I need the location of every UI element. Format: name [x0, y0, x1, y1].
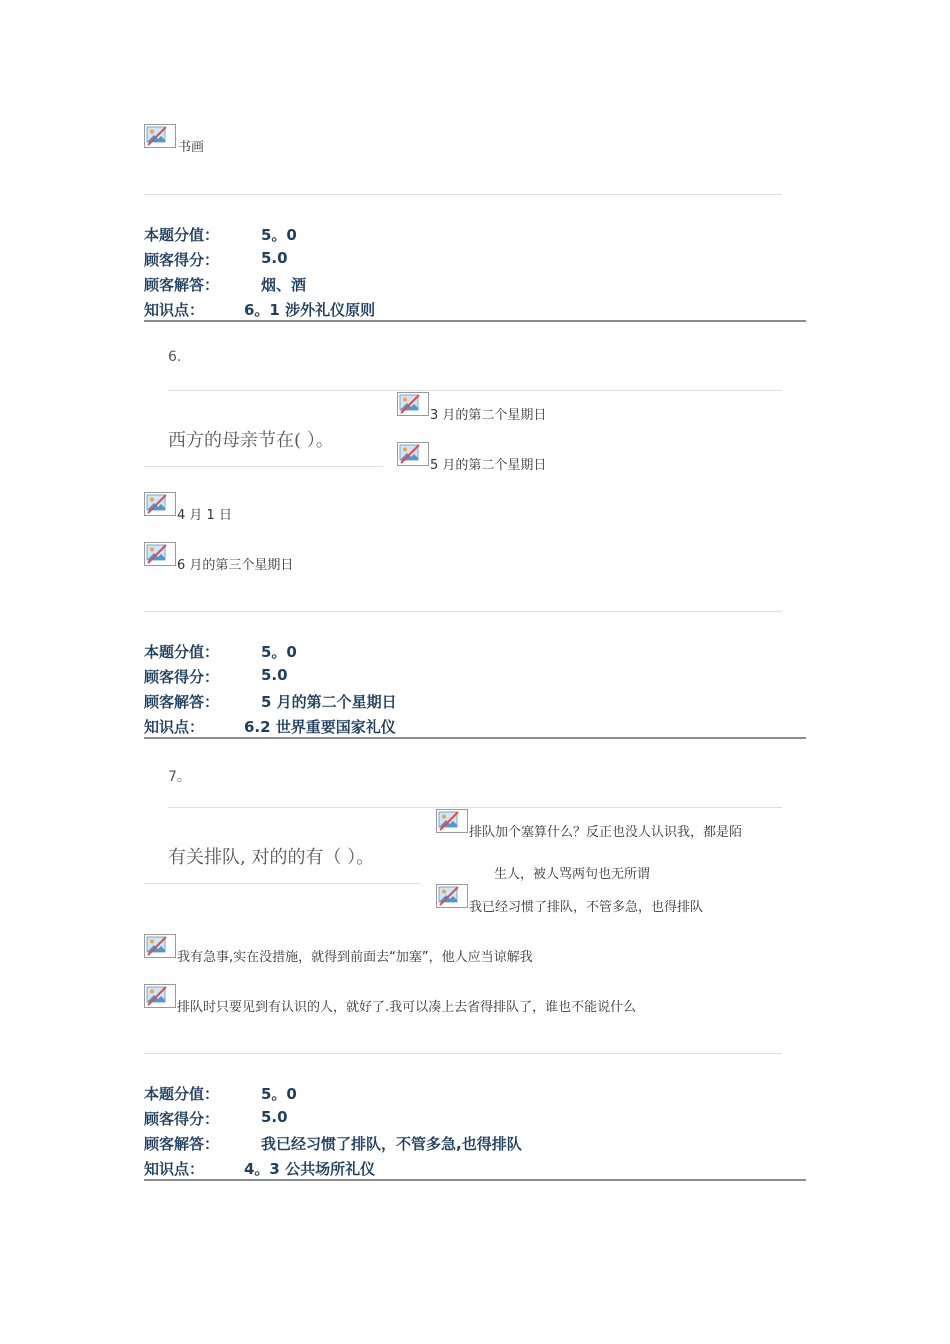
question-number: 7。: [168, 769, 191, 785]
option-label-continued: 生人，被人骂两句也无所谓: [494, 867, 651, 882]
broken-image-icon: [144, 492, 176, 516]
broken-image-icon: [144, 984, 176, 1008]
earned-label: 顾客得分：: [144, 251, 220, 269]
option-label[interactable]: 排队加个塞算什么？反正也没人认识我，都是陌: [469, 825, 743, 840]
broken-image-icon: [436, 809, 468, 833]
earned-value: 5.0: [261, 666, 288, 684]
section-divider: [144, 320, 806, 322]
answer-value: 我已经习惯了排队，不管多急,也得排队: [261, 1135, 522, 1153]
knowledge-label: 知识点：: [144, 301, 205, 319]
score-value: 5。0: [261, 643, 297, 661]
broken-image-icon: [436, 884, 468, 908]
knowledge-label: 知识点：: [144, 718, 205, 736]
section-divider: [144, 737, 806, 739]
knowledge-label: 知识点：: [144, 1160, 205, 1178]
broken-image-icon: [144, 934, 176, 958]
answer-label: 顾客解答：: [144, 1135, 220, 1153]
option-label[interactable]: 3 月的第二个星期日: [430, 408, 547, 423]
question-text: 有关排队, 对的的有（ ）。: [168, 847, 375, 868]
earned-label: 顾客得分：: [144, 668, 220, 686]
broken-image-icon: [397, 392, 429, 416]
option-label[interactable]: 6 月的第三个星期日: [177, 558, 294, 573]
earned-value: 5.0: [261, 1108, 288, 1126]
answer-label: 顾客解答：: [144, 276, 220, 294]
option-label[interactable]: 5 月的第二个星期日: [430, 458, 547, 473]
broken-image-icon: [144, 124, 176, 148]
broken-image-icon: [397, 442, 429, 466]
divider: [144, 1053, 782, 1054]
divider: [144, 194, 782, 195]
divider: [144, 611, 782, 612]
broken-image-icon: [144, 542, 176, 566]
divider: [168, 390, 782, 391]
score-label: 本题分值：: [144, 643, 220, 661]
earned-value: 5.0: [261, 249, 288, 267]
answer-value: 5 月的第二个星期日: [261, 693, 397, 711]
option-label[interactable]: 我有急事,实在没措施，就得到前面去“加塞”，他人应当谅解我: [177, 950, 533, 965]
option-label: 书画: [178, 140, 205, 155]
knowledge-value: 6.2 世界重要国家礼仪: [244, 718, 396, 736]
question-number: 6.: [168, 349, 182, 365]
section-divider: [144, 1179, 806, 1181]
option-label[interactable]: 4 月 1 日: [177, 508, 232, 523]
divider: [168, 807, 782, 808]
option-label[interactable]: 排队时只要见到有认识的人，就好了.我可以凑上去省得排队了，谁也不能说什么: [177, 1000, 637, 1015]
answer-value: 烟、酒: [261, 276, 307, 294]
divider: [144, 466, 383, 467]
option-label[interactable]: 我已经习惯了排队，不管多急，也得排队: [469, 900, 704, 915]
answer-label: 顾客解答：: [144, 693, 220, 711]
knowledge-value: 4。3 公共场所礼仪: [244, 1160, 376, 1178]
divider: [144, 883, 421, 884]
score-value: 5。0: [261, 226, 297, 244]
question-text: 西方的母亲节在( ）。: [168, 430, 334, 451]
score-label: 本题分值：: [144, 1085, 220, 1103]
knowledge-value: 6。1 涉外礼仪原则: [244, 301, 376, 319]
score-value: 5。0: [261, 1085, 297, 1103]
earned-label: 顾客得分：: [144, 1110, 220, 1128]
score-label: 本题分值：: [144, 226, 220, 244]
